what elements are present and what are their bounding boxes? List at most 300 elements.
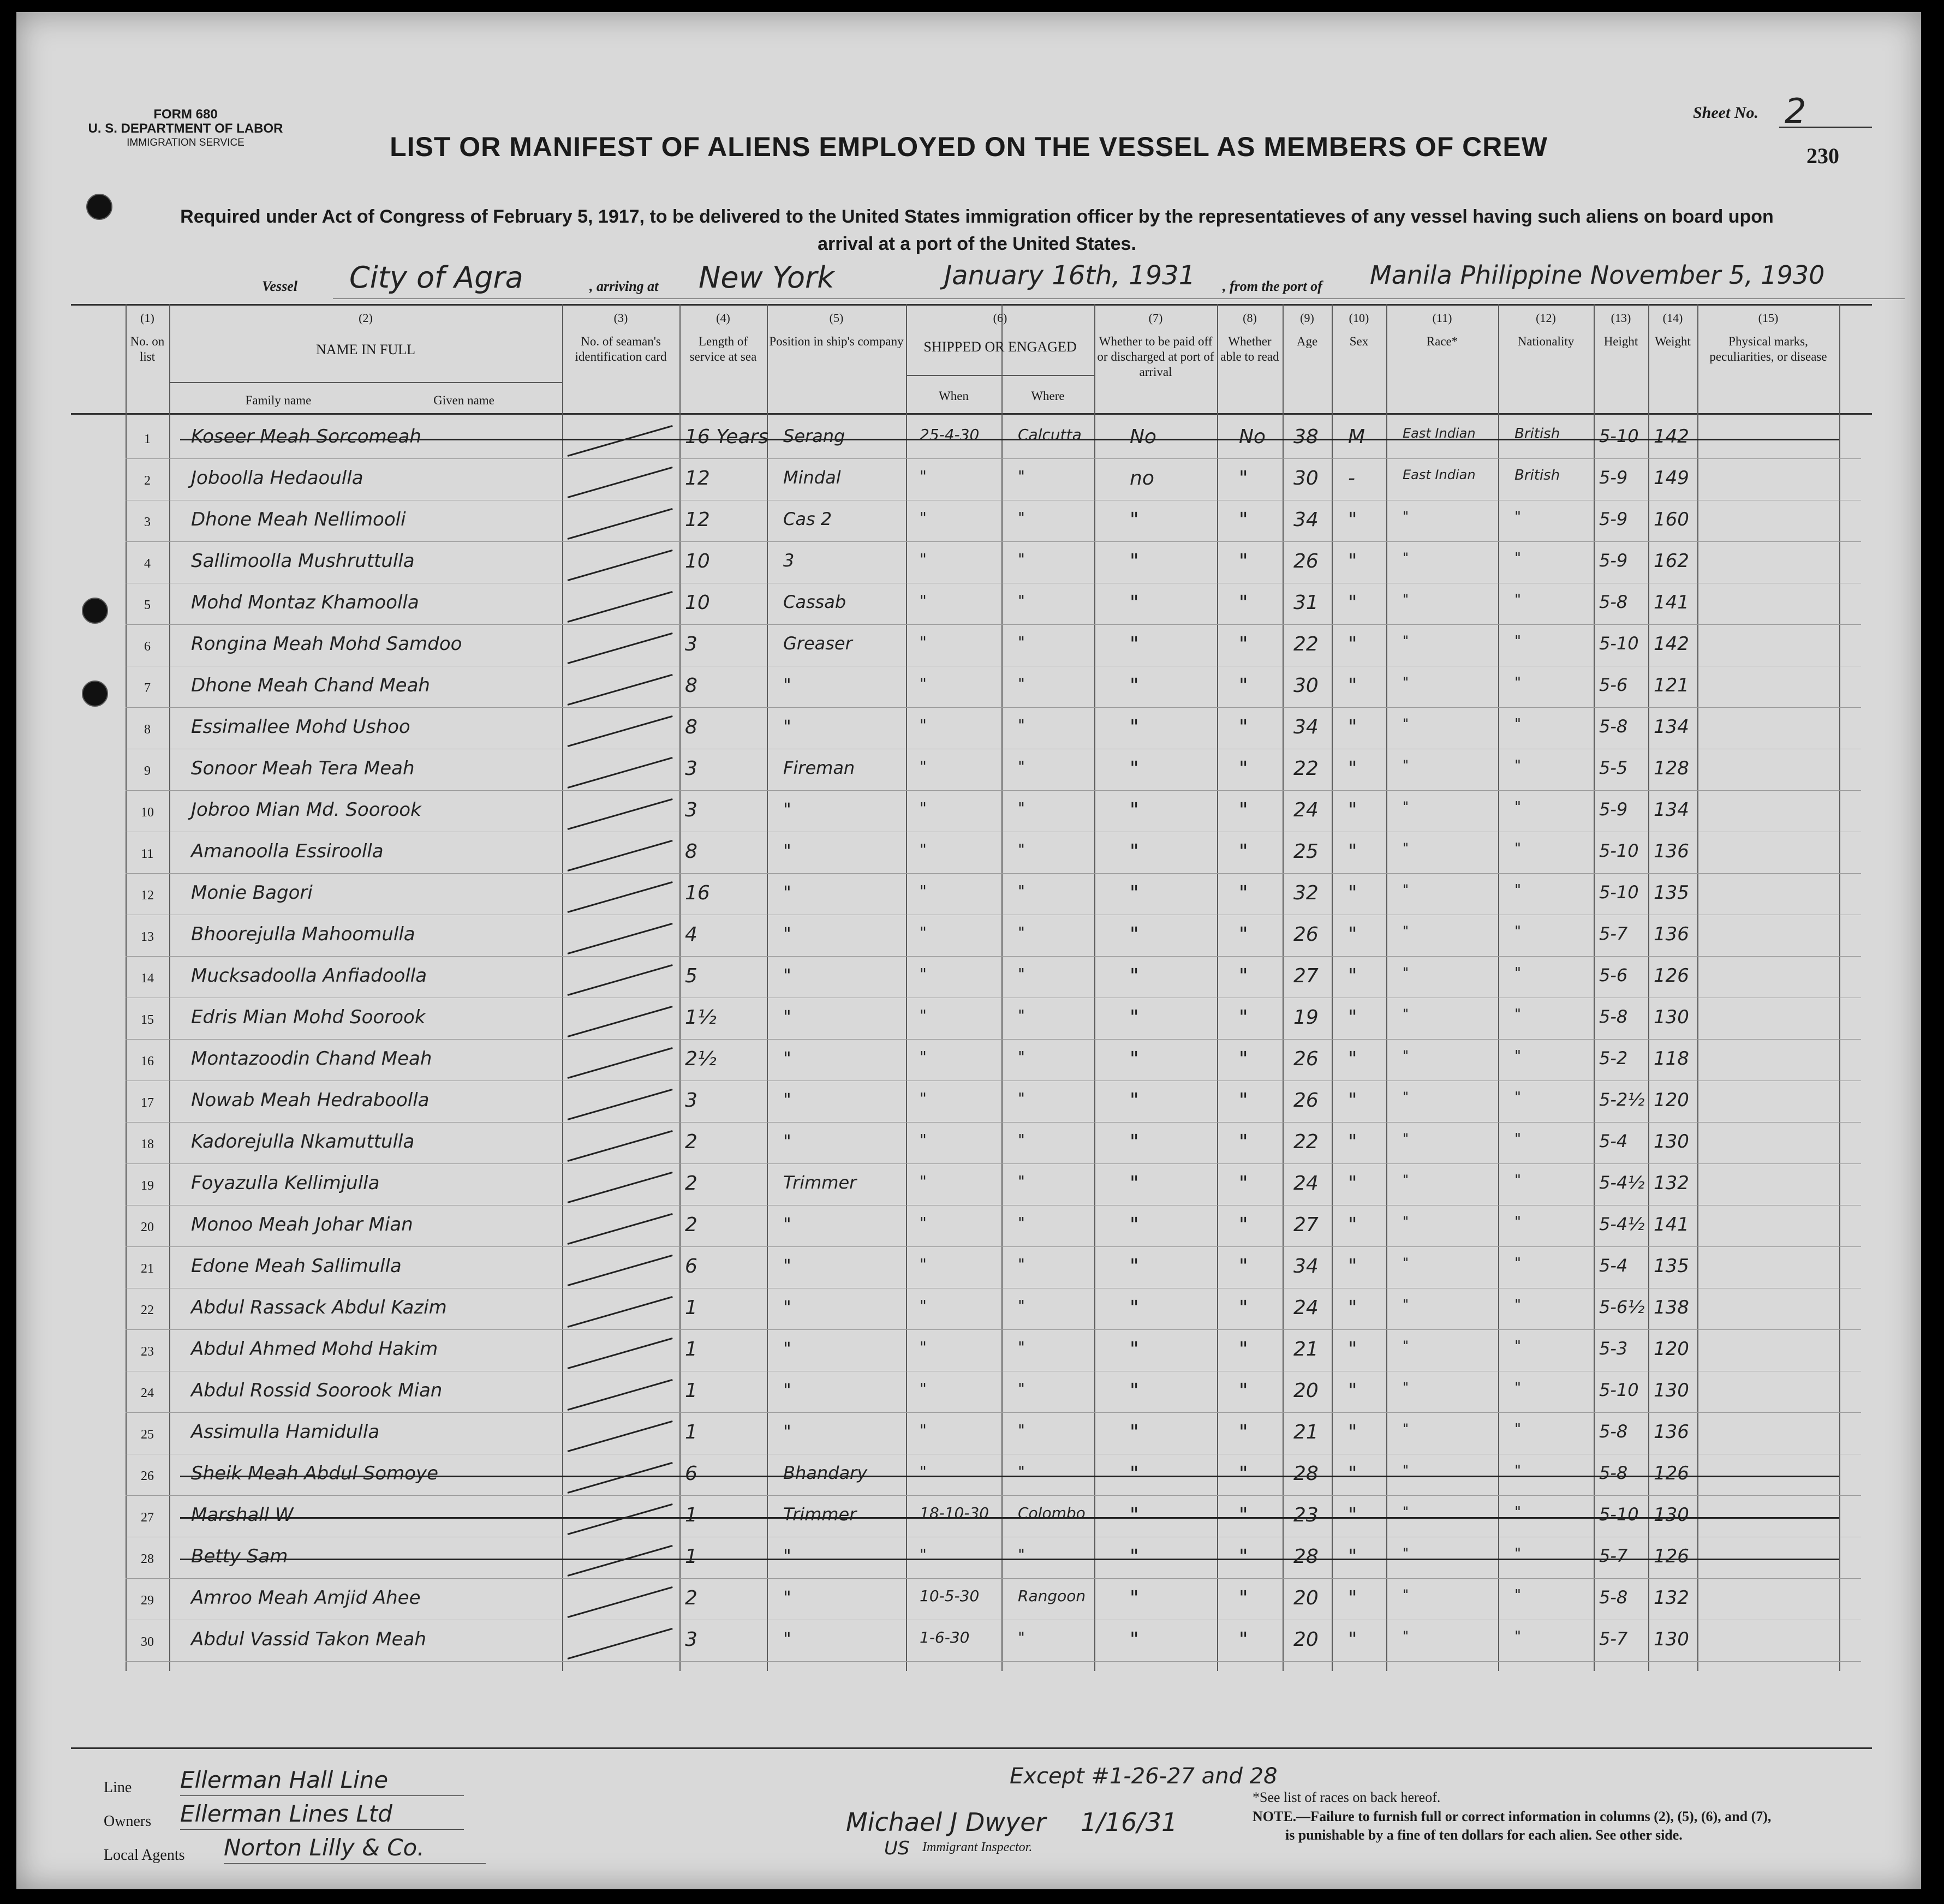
position-cell: Trimmer xyxy=(783,1172,857,1193)
age-cell: 22 xyxy=(1293,633,1319,655)
row-rule xyxy=(126,1039,1861,1040)
where-cell: " xyxy=(1018,1628,1025,1646)
paid-off-cell: " xyxy=(1130,1628,1139,1651)
weight-cell: 141 xyxy=(1654,1214,1689,1235)
age-cell: 19 xyxy=(1293,1006,1319,1029)
strike-through-line xyxy=(180,1517,1839,1519)
fine-note-line-2: is punishable by a fine of ten dollars for each alien. See other side. xyxy=(1285,1827,1683,1843)
race-cell: " xyxy=(1403,1504,1409,1519)
age-cell: 26 xyxy=(1293,923,1319,946)
position-cell: " xyxy=(783,1048,791,1069)
weight-cell: 149 xyxy=(1654,467,1689,489)
empty-card-slash xyxy=(568,1172,673,1203)
weight-cell: 126 xyxy=(1654,1463,1689,1484)
strike-through-line xyxy=(180,439,1839,440)
vessel-name: City of Agra xyxy=(349,260,523,295)
when-cell: " xyxy=(920,1463,927,1481)
weight-cell: 136 xyxy=(1654,840,1689,862)
where-cell: " xyxy=(1018,1297,1025,1315)
paid-off-cell: " xyxy=(1130,592,1139,614)
where-cell: " xyxy=(1018,1255,1025,1273)
row-number: 11 xyxy=(141,847,154,861)
nationality-cell: " xyxy=(1514,840,1521,857)
position-cell: Trimmer xyxy=(783,1504,857,1525)
column-divider xyxy=(1697,304,1698,1671)
age-cell: 30 xyxy=(1293,675,1319,697)
service-cell: 1 xyxy=(685,1297,697,1319)
read-cell: " xyxy=(1239,1172,1248,1195)
paid-off-cell: " xyxy=(1130,633,1139,655)
column-divider xyxy=(1498,304,1499,1671)
service-cell: 12 xyxy=(685,467,710,490)
age-cell: 26 xyxy=(1293,550,1319,572)
empty-card-slash xyxy=(568,840,673,872)
row-rule xyxy=(126,1495,1861,1496)
sex-cell: " xyxy=(1348,592,1357,614)
where-cell: Calcutta xyxy=(1018,426,1082,444)
service-cell: 8 xyxy=(685,716,697,738)
family-name-cell: Rongina Meah Mohd Samdoo xyxy=(191,633,462,655)
read-cell: " xyxy=(1239,840,1248,863)
height-cell: 5-9 xyxy=(1599,799,1628,820)
height-cell: 5-9 xyxy=(1599,509,1628,529)
column-header: Physical marks, peculiarities, or disease xyxy=(1709,335,1827,363)
empty-card-slash xyxy=(568,1545,673,1577)
required-notice xyxy=(60,203,1894,258)
paid-off-cell: No xyxy=(1130,426,1156,448)
service-cell: 10 xyxy=(685,592,710,614)
nationality-cell: " xyxy=(1514,633,1521,649)
read-cell: " xyxy=(1239,1048,1248,1070)
column-number: (14) xyxy=(1662,311,1683,325)
sex-cell: " xyxy=(1348,675,1357,697)
nationality-cell: " xyxy=(1514,1338,1521,1354)
when-cell: " xyxy=(920,467,927,485)
when-cell: " xyxy=(920,1214,927,1232)
age-cell: 26 xyxy=(1293,1048,1319,1070)
read-cell: " xyxy=(1239,965,1248,987)
read-cell: " xyxy=(1239,633,1248,655)
position-cell: Bhandary xyxy=(783,1463,868,1483)
position-cell: Fireman xyxy=(783,757,855,778)
inspector-prefix: US xyxy=(884,1837,910,1859)
empty-card-slash xyxy=(568,550,673,581)
exception-note: Except #1-26-27 and 28 xyxy=(1010,1764,1278,1789)
where-cell: " xyxy=(1018,757,1025,775)
races-note: *See list of races on back hereof. xyxy=(1253,1789,1441,1805)
page-number: 230 xyxy=(1806,144,1839,168)
height-cell: 5-3 xyxy=(1599,1338,1628,1359)
row-number: 3 xyxy=(144,515,151,529)
age-cell: 20 xyxy=(1293,1628,1319,1651)
arrival-date: January 16th, 1931 xyxy=(944,260,1196,291)
age-cell: 27 xyxy=(1293,1214,1319,1236)
family-name-cell: Abdul Ahmed Mohd Hakim xyxy=(191,1338,438,1360)
family-name-cell: Amroo Meah Amjid Ahee xyxy=(191,1587,421,1609)
sheet-number: 2 xyxy=(1785,91,1806,131)
sex-cell: " xyxy=(1348,1255,1357,1278)
row-number: 7 xyxy=(144,681,151,695)
height-cell: 5-8 xyxy=(1599,1587,1628,1608)
row-number: 10 xyxy=(141,805,154,820)
column-subheader: Family name xyxy=(245,393,312,407)
read-cell: " xyxy=(1239,592,1248,614)
position-cell: " xyxy=(783,1545,791,1566)
family-name-cell: Edone Meah Sallimulla xyxy=(191,1255,402,1277)
header-bottom-border xyxy=(71,413,1872,415)
row-number: 4 xyxy=(144,557,151,571)
read-cell: " xyxy=(1239,1006,1248,1029)
when-cell: " xyxy=(920,1545,927,1563)
column-divider xyxy=(767,304,768,1671)
race-cell: " xyxy=(1403,1297,1409,1312)
column-number: (6) xyxy=(993,311,1007,325)
empty-card-slash xyxy=(568,1296,673,1328)
where-cell: " xyxy=(1018,592,1025,610)
sex-cell: " xyxy=(1348,757,1357,780)
column-header: No. on list xyxy=(130,335,165,363)
height-cell: 5-4½ xyxy=(1599,1214,1645,1234)
row-number: 24 xyxy=(141,1386,154,1400)
height-cell: 5-10 xyxy=(1599,882,1639,903)
row-number: 29 xyxy=(141,1593,154,1608)
row-number: 30 xyxy=(141,1635,154,1649)
service-cell: 16 Years xyxy=(685,426,769,448)
empty-card-slash xyxy=(568,1047,673,1079)
age-cell: 34 xyxy=(1293,509,1319,531)
empty-card-slash xyxy=(568,1130,673,1162)
sex-cell: " xyxy=(1348,1214,1357,1236)
where-cell: " xyxy=(1018,1048,1025,1066)
row-number: 21 xyxy=(141,1262,154,1276)
when-cell: " xyxy=(920,1131,927,1149)
agents-underline xyxy=(224,1863,486,1864)
weight-cell: 141 xyxy=(1654,592,1689,613)
when-cell: " xyxy=(920,923,927,941)
paid-off-cell: " xyxy=(1130,965,1139,987)
sex-cell: M xyxy=(1348,426,1365,448)
column-header: NAME IN FULL xyxy=(316,342,415,357)
when-cell: " xyxy=(920,1089,927,1107)
row-rule xyxy=(126,873,1861,874)
race-cell: " xyxy=(1403,1338,1409,1353)
paid-off-cell: " xyxy=(1130,1048,1139,1070)
where-cell: " xyxy=(1018,675,1025,693)
family-name-cell: Mucksadoolla Anfiadoolla xyxy=(191,965,427,987)
read-cell: " xyxy=(1239,923,1248,946)
where-cell: " xyxy=(1018,550,1025,568)
race-cell: " xyxy=(1403,633,1409,648)
when-cell: " xyxy=(920,1421,927,1439)
service-cell: 12 xyxy=(685,509,710,531)
row-number: 5 xyxy=(144,598,151,612)
when-cell: " xyxy=(920,675,927,693)
empty-card-slash xyxy=(568,1379,673,1411)
paid-off-cell: " xyxy=(1130,923,1139,946)
read-cell: " xyxy=(1239,1214,1248,1236)
weight-cell: 120 xyxy=(1654,1338,1689,1360)
position-cell: " xyxy=(783,1421,791,1442)
where-cell: " xyxy=(1018,1131,1025,1149)
age-cell: 22 xyxy=(1293,1131,1319,1153)
row-rule xyxy=(126,790,1861,791)
column-subheader: When xyxy=(939,389,969,403)
strike-through-line xyxy=(180,1476,1839,1477)
height-cell: 5-8 xyxy=(1599,1463,1628,1483)
column-header: Position in ship's company xyxy=(769,335,904,348)
height-cell: 5-2 xyxy=(1599,1048,1628,1069)
read-cell: " xyxy=(1239,675,1248,697)
height-cell: 5-9 xyxy=(1599,550,1628,571)
read-cell: " xyxy=(1239,1504,1248,1526)
empty-card-slash xyxy=(568,591,673,623)
row-rule xyxy=(126,1246,1861,1247)
row-rule xyxy=(126,541,1861,542)
nationality-cell: " xyxy=(1514,716,1521,732)
service-cell: 1½ xyxy=(685,1006,717,1029)
position-cell: " xyxy=(783,1255,791,1276)
row-rule xyxy=(126,458,1861,459)
vessel-label: Vessel xyxy=(262,278,297,294)
empty-card-slash xyxy=(568,923,673,954)
family-name-cell: Bhoorejulla Mahoomulla xyxy=(191,923,415,945)
form-number: FORM 680 xyxy=(153,107,218,122)
nationality-cell: " xyxy=(1514,799,1521,815)
where-cell: " xyxy=(1018,840,1025,858)
where-cell: " xyxy=(1018,1545,1025,1563)
service-cell: 16 xyxy=(685,882,710,904)
sex-cell: " xyxy=(1348,1545,1357,1568)
read-cell: No xyxy=(1239,426,1266,448)
weight-cell: 138 xyxy=(1654,1297,1689,1318)
sex-cell: " xyxy=(1348,1463,1357,1485)
punch-hole xyxy=(82,681,108,707)
row-number: 27 xyxy=(141,1511,154,1525)
race-cell: " xyxy=(1403,1006,1409,1022)
service-cell: 4 xyxy=(685,923,697,946)
column-divider xyxy=(126,304,127,1671)
row-rule xyxy=(126,1122,1861,1123)
column-number: (7) xyxy=(1148,311,1163,325)
position-cell: " xyxy=(783,1628,791,1649)
nationality-cell: " xyxy=(1514,1504,1521,1520)
row-number: 13 xyxy=(141,930,154,944)
family-name-cell: Betty Sam xyxy=(191,1545,288,1567)
signature-date: 1/16/31 xyxy=(1081,1807,1178,1837)
age-cell: 25 xyxy=(1293,840,1319,863)
owners-underline xyxy=(180,1829,464,1830)
column-number: (8) xyxy=(1243,311,1257,325)
when-cell: 10-5-30 xyxy=(920,1587,980,1605)
service-name: IMMIGRATION SERVICE xyxy=(127,137,245,148)
row-rule xyxy=(126,1163,1861,1164)
height-cell: 5-10 xyxy=(1599,426,1639,446)
nationality-cell: " xyxy=(1514,882,1521,898)
family-name-cell: Edris Mian Mohd Soorook xyxy=(191,1006,426,1028)
family-name-cell: Essimallee Mohd Ushoo xyxy=(191,716,410,738)
nationality-cell: " xyxy=(1514,1587,1521,1603)
weight-cell: 130 xyxy=(1654,1380,1689,1401)
arriving-label: , arriving at xyxy=(589,278,659,294)
age-cell: 24 xyxy=(1293,799,1319,821)
where-cell: " xyxy=(1018,716,1025,734)
department-name: U. S. DEPARTMENT OF LABOR xyxy=(88,121,283,136)
nationality-cell: " xyxy=(1514,592,1521,608)
position-cell: " xyxy=(783,1131,791,1151)
age-cell: 31 xyxy=(1293,592,1319,614)
race-cell: " xyxy=(1403,1048,1409,1063)
row-number: 14 xyxy=(141,971,154,986)
height-cell: 5-7 xyxy=(1599,1628,1628,1649)
position-cell: " xyxy=(783,965,791,986)
sex-cell: " xyxy=(1348,799,1357,821)
when-cell: 25-4-30 xyxy=(920,426,980,444)
empty-card-slash xyxy=(568,1462,673,1494)
nationality-cell: " xyxy=(1514,1048,1521,1064)
empty-card-slash xyxy=(568,1420,673,1452)
paid-off-cell: " xyxy=(1130,1297,1139,1319)
race-cell: " xyxy=(1403,1628,1409,1644)
age-cell: 32 xyxy=(1293,882,1319,904)
service-cell: 6 xyxy=(685,1255,697,1278)
age-cell: 22 xyxy=(1293,757,1319,780)
empty-card-slash xyxy=(568,1628,673,1660)
read-cell: " xyxy=(1239,799,1248,821)
row-number: 12 xyxy=(141,888,154,903)
sex-cell: " xyxy=(1348,840,1357,863)
race-cell: " xyxy=(1403,675,1409,690)
read-cell: " xyxy=(1239,1255,1248,1278)
race-cell: " xyxy=(1403,882,1409,897)
empty-card-slash xyxy=(568,798,673,830)
footer-divider xyxy=(71,1747,1872,1749)
sex-cell: " xyxy=(1348,1380,1357,1402)
when-cell: 1-6-30 xyxy=(920,1628,970,1646)
where-cell: Colombo xyxy=(1018,1504,1086,1522)
service-cell: 6 xyxy=(685,1463,697,1485)
family-name-cell: Sonoor Meah Tera Meah xyxy=(191,757,415,779)
paid-off-cell: " xyxy=(1130,882,1139,904)
nationality-cell: " xyxy=(1514,1545,1521,1562)
column-divider xyxy=(1386,304,1387,1671)
sheet-underline xyxy=(1779,127,1872,128)
row-number: 28 xyxy=(141,1552,154,1566)
service-cell: 1 xyxy=(685,1421,697,1443)
nationality-cell: " xyxy=(1514,1006,1521,1023)
race-cell: " xyxy=(1403,1545,1409,1561)
sex-cell: " xyxy=(1348,633,1357,655)
height-cell: 5-2½ xyxy=(1599,1089,1645,1110)
read-cell: " xyxy=(1239,1089,1248,1112)
column-header: Whether able to read xyxy=(1220,335,1279,363)
row-number: 25 xyxy=(141,1428,154,1442)
sex-cell: " xyxy=(1348,1297,1357,1319)
service-cell: 2½ xyxy=(685,1048,717,1070)
sex-cell: " xyxy=(1348,1131,1357,1153)
read-cell: " xyxy=(1239,1587,1248,1609)
empty-card-slash xyxy=(568,632,673,664)
when-cell: " xyxy=(920,716,927,734)
when-cell: " xyxy=(920,840,927,858)
paid-off-cell: " xyxy=(1130,840,1139,863)
when-cell: " xyxy=(920,1380,927,1398)
nationality-cell: " xyxy=(1514,923,1521,940)
service-cell: 3 xyxy=(685,757,697,780)
owners-value: Ellerman Lines Ltd xyxy=(180,1800,392,1827)
sex-cell: " xyxy=(1348,1504,1357,1526)
column-number: (2) xyxy=(359,311,373,325)
empty-card-slash xyxy=(568,508,673,540)
where-cell: " xyxy=(1018,882,1025,900)
service-cell: 10 xyxy=(685,550,710,572)
nationality-cell: " xyxy=(1514,550,1521,566)
where-cell: " xyxy=(1018,1380,1025,1398)
service-cell: 2 xyxy=(685,1131,697,1153)
height-cell: 5-8 xyxy=(1599,592,1628,612)
weight-cell: 136 xyxy=(1654,923,1689,945)
row-number: 20 xyxy=(141,1220,154,1234)
weight-cell: 120 xyxy=(1654,1089,1689,1111)
fine-note-line-1: NOTE.—Failure to furnish full or correct information in columns (2), (5), (6), and (7), xyxy=(1253,1808,1772,1824)
height-cell: 5-6½ xyxy=(1599,1297,1645,1317)
column-header: Sex xyxy=(1349,335,1369,348)
weight-cell: 130 xyxy=(1654,1504,1689,1526)
paid-off-cell: " xyxy=(1130,1255,1139,1278)
required-line-2: arrival at a port of the United States. xyxy=(818,234,1136,254)
when-cell: " xyxy=(920,633,927,651)
height-cell: 5-4½ xyxy=(1599,1172,1645,1193)
column-number: (13) xyxy=(1611,311,1631,325)
service-cell: 1 xyxy=(685,1380,697,1402)
family-name-cell: Sallimoolla Mushruttulla xyxy=(191,550,415,572)
family-name-cell: Montazoodin Chand Meah xyxy=(191,1048,432,1070)
race-cell: " xyxy=(1403,550,1409,565)
position-cell: " xyxy=(783,799,791,820)
paid-off-cell: " xyxy=(1130,1504,1139,1526)
family-name-cell: Joboolla Hedaoulla xyxy=(191,467,363,489)
nationality-cell: " xyxy=(1514,1421,1521,1437)
empty-card-slash xyxy=(568,467,673,498)
race-cell: East Indian xyxy=(1403,467,1476,482)
column-divider xyxy=(1594,304,1595,1671)
sex-cell: " xyxy=(1348,1006,1357,1029)
where-cell: " xyxy=(1018,1421,1025,1439)
row-number: 22 xyxy=(141,1303,154,1317)
column-divider xyxy=(679,304,681,1671)
line-label: Line xyxy=(104,1779,132,1796)
paid-off-cell: " xyxy=(1130,1006,1139,1029)
position-cell: " xyxy=(783,1297,791,1317)
height-cell: 5-7 xyxy=(1599,923,1628,944)
age-cell: 34 xyxy=(1293,1255,1319,1278)
empty-card-slash xyxy=(568,1255,673,1286)
sex-cell: " xyxy=(1348,550,1357,572)
when-cell: " xyxy=(920,592,927,610)
read-cell: " xyxy=(1239,882,1248,904)
column-header: Weight xyxy=(1655,335,1691,348)
sex-cell: - xyxy=(1348,467,1355,490)
from-label: , from the port of xyxy=(1223,278,1322,294)
race-cell: " xyxy=(1403,1380,1409,1395)
row-rule xyxy=(126,1329,1861,1330)
age-cell: 21 xyxy=(1293,1421,1319,1443)
age-cell: 20 xyxy=(1293,1380,1319,1402)
sex-cell: " xyxy=(1348,1172,1357,1195)
weight-cell: 130 xyxy=(1654,1628,1689,1650)
line-underline xyxy=(180,1795,464,1796)
family-name-cell: Abdul Rassack Abdul Kazim xyxy=(191,1297,447,1318)
read-cell: " xyxy=(1239,467,1248,490)
